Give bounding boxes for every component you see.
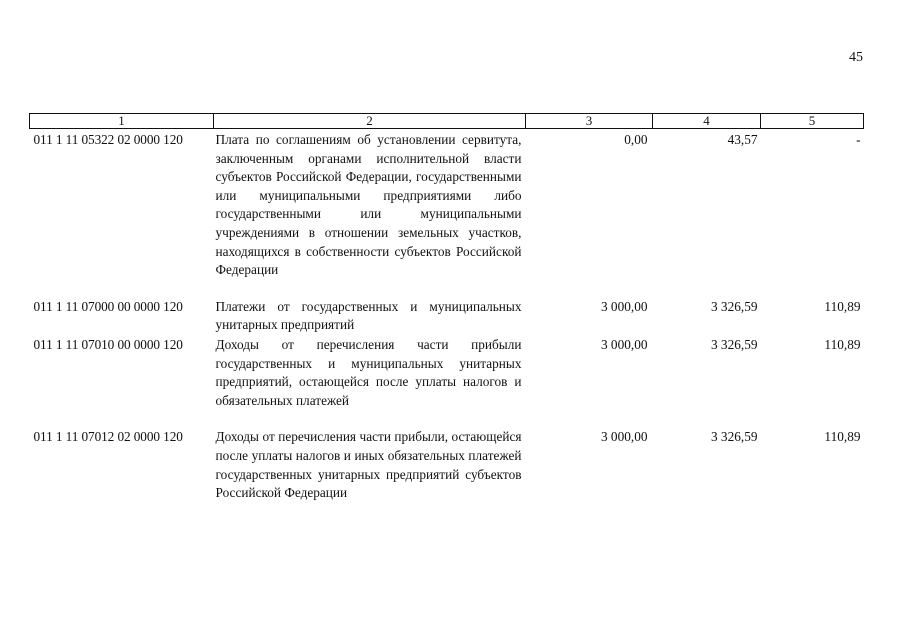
header-col-1: 1: [30, 114, 214, 129]
row-value-col4: 43,57: [727, 132, 758, 147]
row-code: 011 1 11 07000 00 0000 120: [33, 298, 183, 314]
row-value-col4: 3 326,59: [710, 298, 758, 314]
page-number: 45: [849, 50, 863, 65]
row-code: 011 1 11 05322 02 0000 120: [33, 132, 183, 147]
table-row: [30, 410, 864, 502]
row-value-col5: 110,89: [824, 336, 861, 352]
row-code: 011 1 11 07012 02 0000 120: [33, 429, 183, 445]
budget-revenue-table: [29, 113, 864, 503]
table-row: [30, 280, 864, 335]
row-value-col3: 3 000,00: [600, 298, 648, 314]
row-name: Плата по соглашениям об установлении сервитута, заключенным органами исполнительной власти субъектов Российской Федерации, государственными или муниципальными предприятиями либо государственными или муниципальными учреждениями в отношении земельных участков, находящихся в собственности субъектов Российской Федерации: [215, 132, 522, 278]
header-col-2: 2: [214, 114, 526, 129]
row-value-col5: -: [856, 132, 861, 147]
row-value-col3: 0,00: [624, 132, 648, 147]
header-col-4: 4: [653, 114, 761, 129]
row-code: 011 1 11 07010 00 0000 120: [33, 336, 183, 352]
table-row: [30, 129, 864, 280]
header-col-5: 5: [761, 114, 864, 129]
row-value-col3: 3 000,00: [600, 336, 648, 352]
row-name: Доходы от перечисления части прибыли государственных и муниципальных унитарных предприятий, остающейся после уплаты налогов и обязательных платежей: [215, 336, 522, 408]
row-value-col4: 3 326,59: [710, 336, 758, 352]
row-name: Доходы от перечисления части прибыли, остающейся после уплаты налогов и иных обязательных платежей государственных унитарных предприятий субъектов Российской Федерации: [215, 429, 522, 501]
table-row: [30, 335, 864, 410]
table-header-row: [30, 114, 864, 129]
row-name: Платежи от государственных и муниципальных унитарных предприятий: [215, 298, 522, 333]
row-value-col4: 3 326,59: [710, 429, 758, 445]
row-value-col3: 3 000,00: [600, 429, 648, 445]
row-value-col5: 110,89: [824, 298, 861, 314]
header-col-3: 3: [526, 114, 653, 129]
row-value-col5: 110,89: [824, 429, 861, 445]
